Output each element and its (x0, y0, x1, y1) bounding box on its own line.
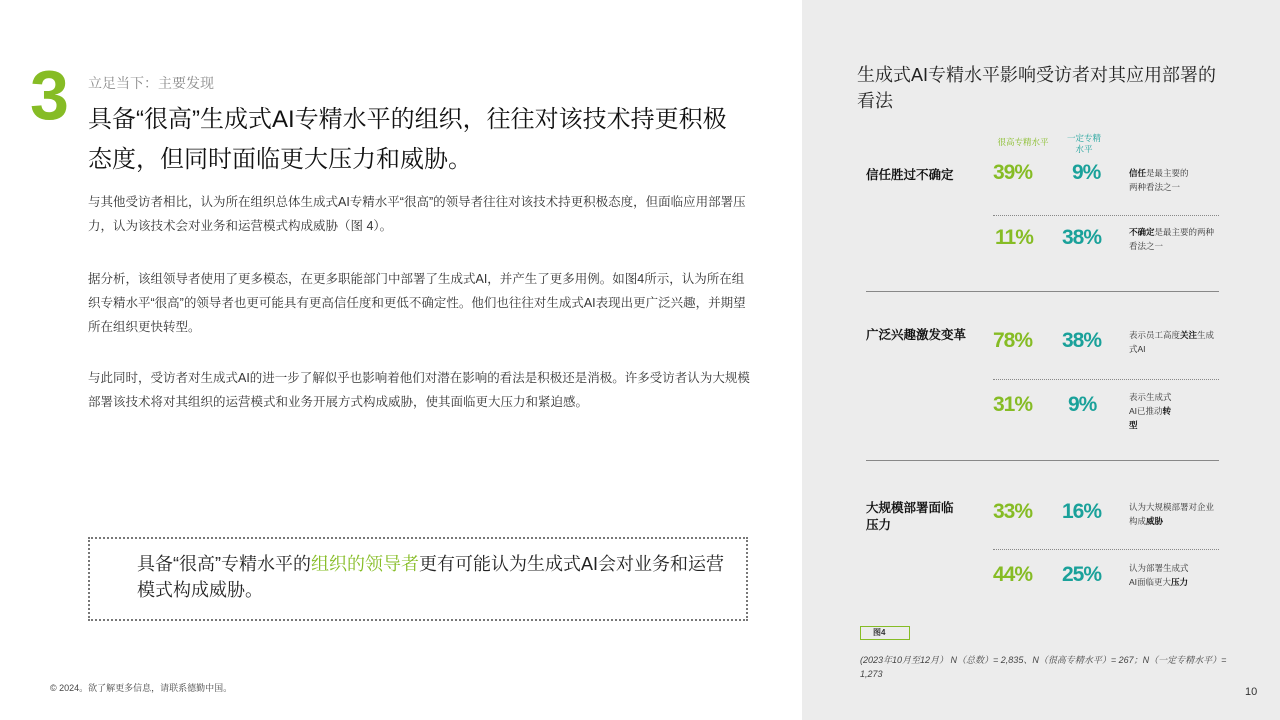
group-divider (866, 291, 1219, 292)
note-text: 认为大规模部署对企业构成 (1129, 502, 1215, 526)
figure-title: 生成式AI专精水平影响受访者对其应用部署的看法 (857, 65, 1217, 111)
row-note (1129, 225, 1221, 253)
group-label-interest: 广泛兴趣激发变革 (866, 328, 967, 342)
note-text: 是最主要的两种看法之一 (1129, 227, 1215, 251)
column-header-some: 一定专精水平 (1066, 133, 1101, 154)
note-bold: 转型 (1129, 406, 1172, 430)
row-note (1129, 500, 1221, 528)
row-divider (993, 215, 1219, 216)
page-number: 10 (1245, 686, 1258, 698)
column-header-high: 很高专精水平 (997, 137, 1049, 147)
value-high: 11% (995, 226, 1033, 249)
group-divider (866, 460, 1219, 461)
row-note (1129, 328, 1221, 356)
callout-highlight: 组织的领导者 (311, 554, 419, 574)
value-high: 78% (993, 329, 1033, 352)
note-bold: 关注 (1180, 330, 1198, 340)
body-paragraph-1: 与其他受访者相比，认为所在组织总体生成式AI专精水平“很高”的领导者往往对该技术持更积极态度，但面临应用部署压力，认为该技术会对业务和运营模式构成威胁（图 4）。 (88, 195, 746, 233)
value-high: 33% (993, 500, 1033, 523)
group-label-pressure: 大规模部署面临压力 (866, 501, 954, 532)
row-divider (993, 379, 1219, 380)
note-bold: 威胁 (1146, 516, 1164, 526)
page-headline: 具备“很高”生成式AI专精水平的组织，往往对该技术持更积极态度，但同时面临更大压力和威胁。 (88, 106, 727, 173)
value-some: 9% (1072, 161, 1101, 184)
row-divider (993, 549, 1219, 550)
note-text: 认为部署生成式AI面临更大 (1129, 563, 1189, 587)
body-paragraph-3: 与此同时，受访者对生成式AI的进一步了解似乎也影响着他们对潜在影响的看法是积极还是消极。许多受访者认为大规模部署该技术将对其组织的运营模式和业务开展方式构成威胁，使其面临更大压力和紧迫感。 (88, 371, 750, 409)
figure-footnote: (2023年10月至12月） N（总数）= 2,835、N（很高专精水平）= 267；N（一定专精水平）= 1,273 (860, 655, 1227, 679)
value-high: 44% (993, 563, 1033, 586)
body-paragraph-2: 据分析，该组领导者使用了更多模态，在更多职能部门中部署了生成式AI，并产生了更多用例。如图4所示，认为所在组织专精水平“很高”的领导者也更可能具有更高信任度和更低不确定性。他们也往往对生成式AI表现出更广泛兴趣，并期望所在组织更快转型。 (88, 272, 746, 334)
value-high: 39% (993, 161, 1033, 184)
value-some: 9% (1068, 393, 1097, 416)
section-number: 3 (30, 56, 69, 134)
note-bold: 不确定 (1129, 227, 1155, 237)
value-high: 31% (993, 393, 1033, 416)
note-bold: 压力 (1171, 577, 1189, 587)
value-some: 16% (1062, 500, 1102, 523)
note-bold: 信任 (1129, 168, 1147, 178)
note-text: 表示员工高度 (1129, 330, 1181, 340)
note-tail: 生成式AI (1129, 330, 1215, 354)
note-text: 是最主要的两种看法之一 (1129, 168, 1189, 192)
callout-text (137, 551, 727, 603)
section-kicker: 立足当下：主要发现 (88, 75, 214, 91)
callout-before: 具备“很高”专精水平的 (137, 554, 311, 574)
callout-after: 更有可能认为生成式AI会对业务和运营模式构成威胁。 (137, 554, 725, 600)
row-note (1129, 166, 1193, 194)
value-some: 38% (1062, 226, 1102, 249)
group-label-trust: 信任胜过不确定 (866, 168, 954, 182)
copyright: © 2024。欲了解更多信息，请联系德勤中国。 (50, 683, 233, 693)
row-note (1129, 390, 1179, 432)
figure-label: 图4 (860, 626, 910, 640)
row-note (1129, 561, 1191, 589)
value-some: 25% (1062, 563, 1102, 586)
value-some: 38% (1062, 329, 1102, 352)
note-text: 表示生成式AI已推动 (1129, 392, 1172, 416)
